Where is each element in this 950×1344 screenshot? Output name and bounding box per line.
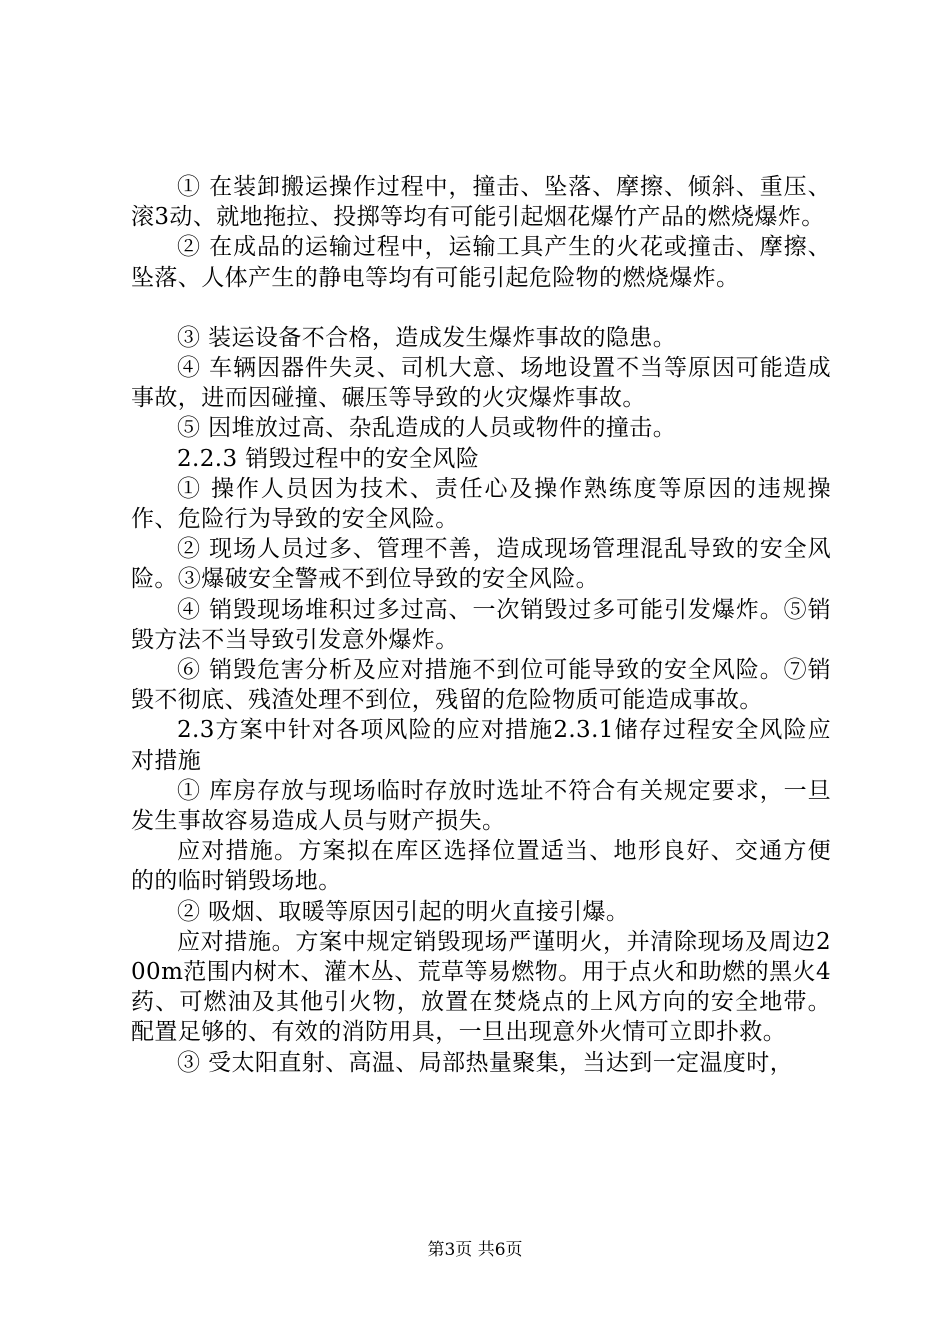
paragraph: ⑥ 销毁危害分析及应对措施不到位可能导致的安全风险。⑦销毁不彻底、残渣处理不到位，残留的危险物质可能造成事故。 [131,657,831,714]
section-heading: 2.2.3 销毁过程中的安全风险 [177,445,480,472]
paragraph: ① 在装卸搬运操作过程中，撞击、坠落、摩擦、倾斜、重压、滚3动、就地拖拉、投掷等均有可能引起烟花爆竹产品的燃烧爆炸。 [131,174,831,231]
paragraph: ① 操作人员因为技术、责任心及操作熟练度等原因的违规操作、危险行为导致的安全风险。 [131,475,831,533]
paragraph: ④ 销毁现场堆积过多过高、一次销毁过多可能引发爆炸。⑤销毁方法不当导致引发意外爆炸。 [131,596,831,653]
document-body [131,172,831,1078]
paragraph: ④ 车辆因器件失灵、司机大意、场地设置不当等原因可能造成事故，进而因碰撞、碾压等导致的火灾爆炸事故。 [131,355,831,412]
paragraph: 应对措施。方案中规定销毁现场严谨明火，并清除现场及周边200m范围内树木、灌木丛、荒草等易燃物。用于点火和助燃的黑火4药、可燃油及其他引火物，放置在焚烧点的上风方向的安全地带。配置足够的、有效的消防用具，一旦出现意外火情可立即扑救。 [131,928,831,1046]
paragraph: ② 现场人员过多、管理不善，造成现场管理混乱导致的安全风险。③爆破安全警戒不到位导致的安全风险。 [131,536,831,593]
paragraph: ③ 装运设备不合格，造成发生爆炸事故的隐患。 [177,324,677,351]
paragraph: ③ 受太阳直射、高温、局部热量聚集，当达到一定温度时， [177,1049,794,1076]
page-footer: 第3页 共6页 [427,1240,523,1260]
paragraph: ② 在成品的运输过程中，运输工具产生的火花或撞击、摩擦、坠落、人体产生的静电等均有可能引起危险物的燃烧爆炸。 [131,234,831,291]
paragraph: ⑤ 因堆放过高、杂乱造成的人员或物件的撞击。 [177,415,677,442]
section-heading: 2.3方案中针对各项风险的应对措施2.3.1储存过程安全风险应对措施 [131,717,831,774]
paragraph: ① 库房存放与现场临时存放时选址不符合有关规定要求，一旦发生事故容易造成人员与财产损失。 [131,777,831,835]
paragraph: 应对措施。方案拟在库区选择位置适当、地形良好、交通方便的的临时销毁场地。 [131,838,831,895]
paragraph: ② 吸烟、取暖等原因引起的明火直接引爆。 [177,898,630,925]
